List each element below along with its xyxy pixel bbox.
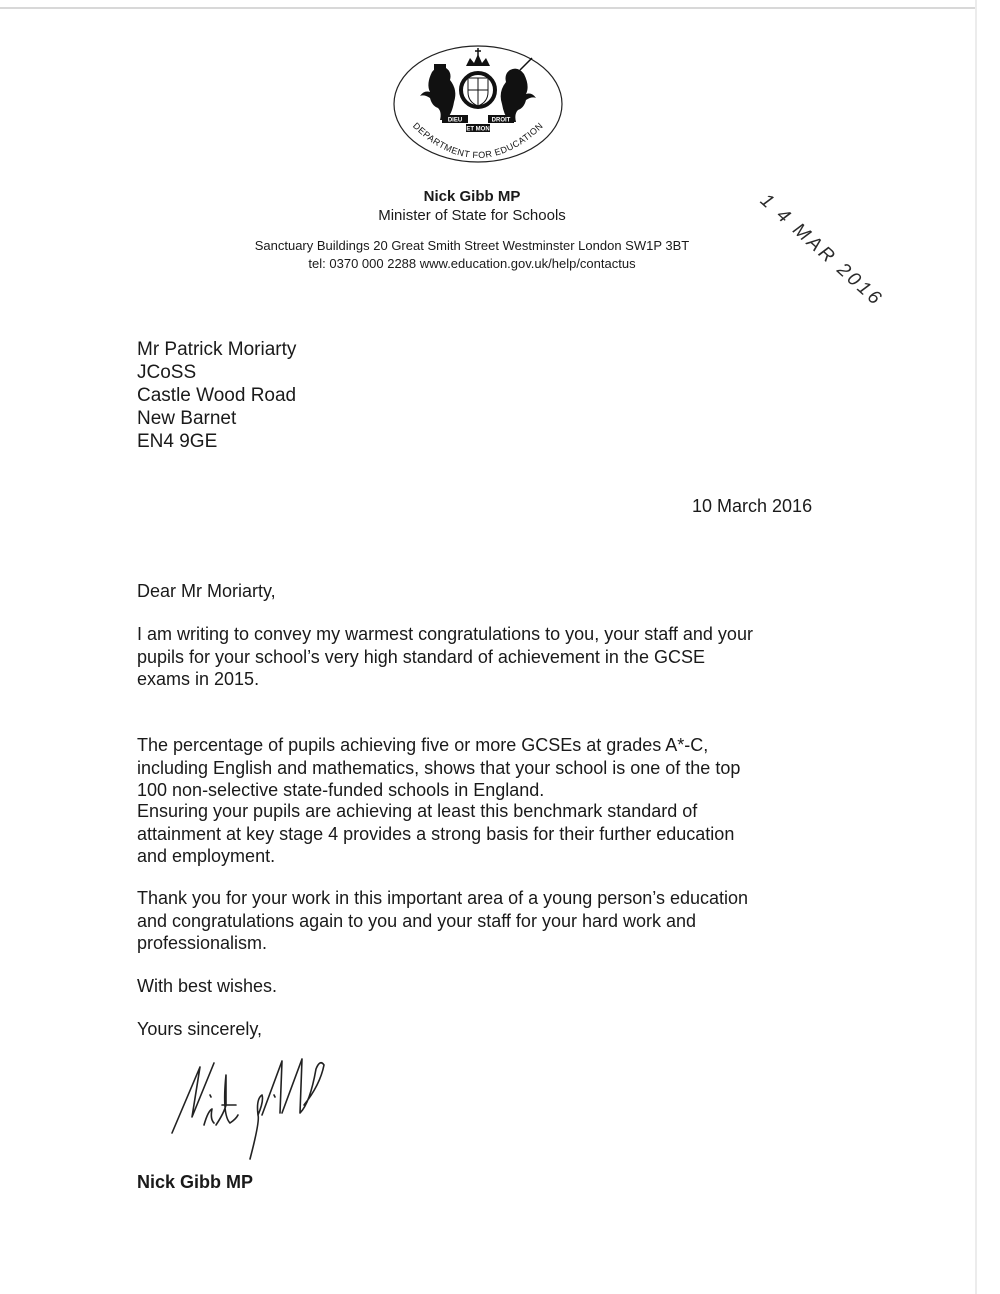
scan-top-edge (0, 7, 975, 9)
paragraph-best-wishes (137, 975, 837, 998)
signatory-name: Nick Gibb MP (137, 1172, 254, 1192)
paragraph-line: including English and mathematics, shows that your school is one of the top (137, 757, 741, 778)
paragraph-achievement (137, 734, 837, 802)
department-for-education-crest-logo (392, 44, 564, 164)
recipient-name: Mr Patrick Moriarty (137, 339, 297, 360)
handwritten-signature (170, 1055, 340, 1160)
paragraph-benchmark (137, 800, 837, 868)
paragraph-line: and congratulations again to you and your staff for your hard work and (137, 910, 697, 931)
salutation: Dear Mr Moriarty, (137, 581, 276, 601)
paragraph-congratulations (137, 623, 837, 691)
sender-contact: tel: 0370 000 2288 www.education.gov.uk/help/contactus (308, 256, 636, 271)
closing: Yours sincerely, (137, 1019, 263, 1039)
received-date-stamp: 1 4 MAR 2016 (755, 190, 888, 311)
paragraph-line: pupils for your school’s very high standard of achievement in the GCSE (137, 646, 705, 667)
recipient-organisation: JCoSS (137, 362, 197, 383)
crest-motto-left: DIEU (447, 117, 463, 124)
recipient-postcode: EN4 9GE (137, 431, 218, 452)
paragraph-line: I am writing to convey my warmest congratulations to you, your staff and your (137, 624, 753, 644)
sender-name-heading: Nick Gibb MP (423, 188, 521, 205)
paragraph-line: exams in 2015. (137, 669, 260, 689)
svg-text:DEPARTMENT FOR EDUCATION: DEPARTMENT FOR EDUCATION (410, 120, 546, 161)
letter-date: 10 March 2016 (692, 496, 813, 516)
paragraph-line: professionalism. (137, 933, 268, 953)
paragraph-line: and employment. (137, 846, 276, 866)
scan-right-edge (975, 0, 977, 1294)
paragraph-thanks (137, 887, 837, 955)
paragraph-line: Ensuring your pupils are achieving at least this benchmark standard of (137, 801, 698, 821)
crest-motto-bottom: ET MON (466, 126, 490, 133)
paragraph-line: The percentage of pupils achieving five or more GCSEs at grades A*-C, (137, 735, 709, 755)
recipient-town: New Barnet (137, 408, 237, 429)
crest-motto-right: DROIT (491, 117, 511, 124)
paragraph-line: With best wishes. (137, 976, 278, 996)
paragraph-line: 100 non-selective state-funded schools in England. (137, 780, 545, 800)
paragraph-line: Thank you for your work in this important area of a young person’s education (137, 888, 749, 908)
recipient-street: Castle Wood Road (137, 385, 297, 406)
sender-address: Sanctuary Buildings 20 Great Smith Street Westminster London SW1P 3BT (254, 238, 690, 253)
recipient-address-block (137, 338, 296, 453)
paragraph-line: attainment at key stage 4 provides a strong basis for their further education (137, 823, 735, 844)
sender-title: Minister of State for Schools (378, 207, 566, 224)
